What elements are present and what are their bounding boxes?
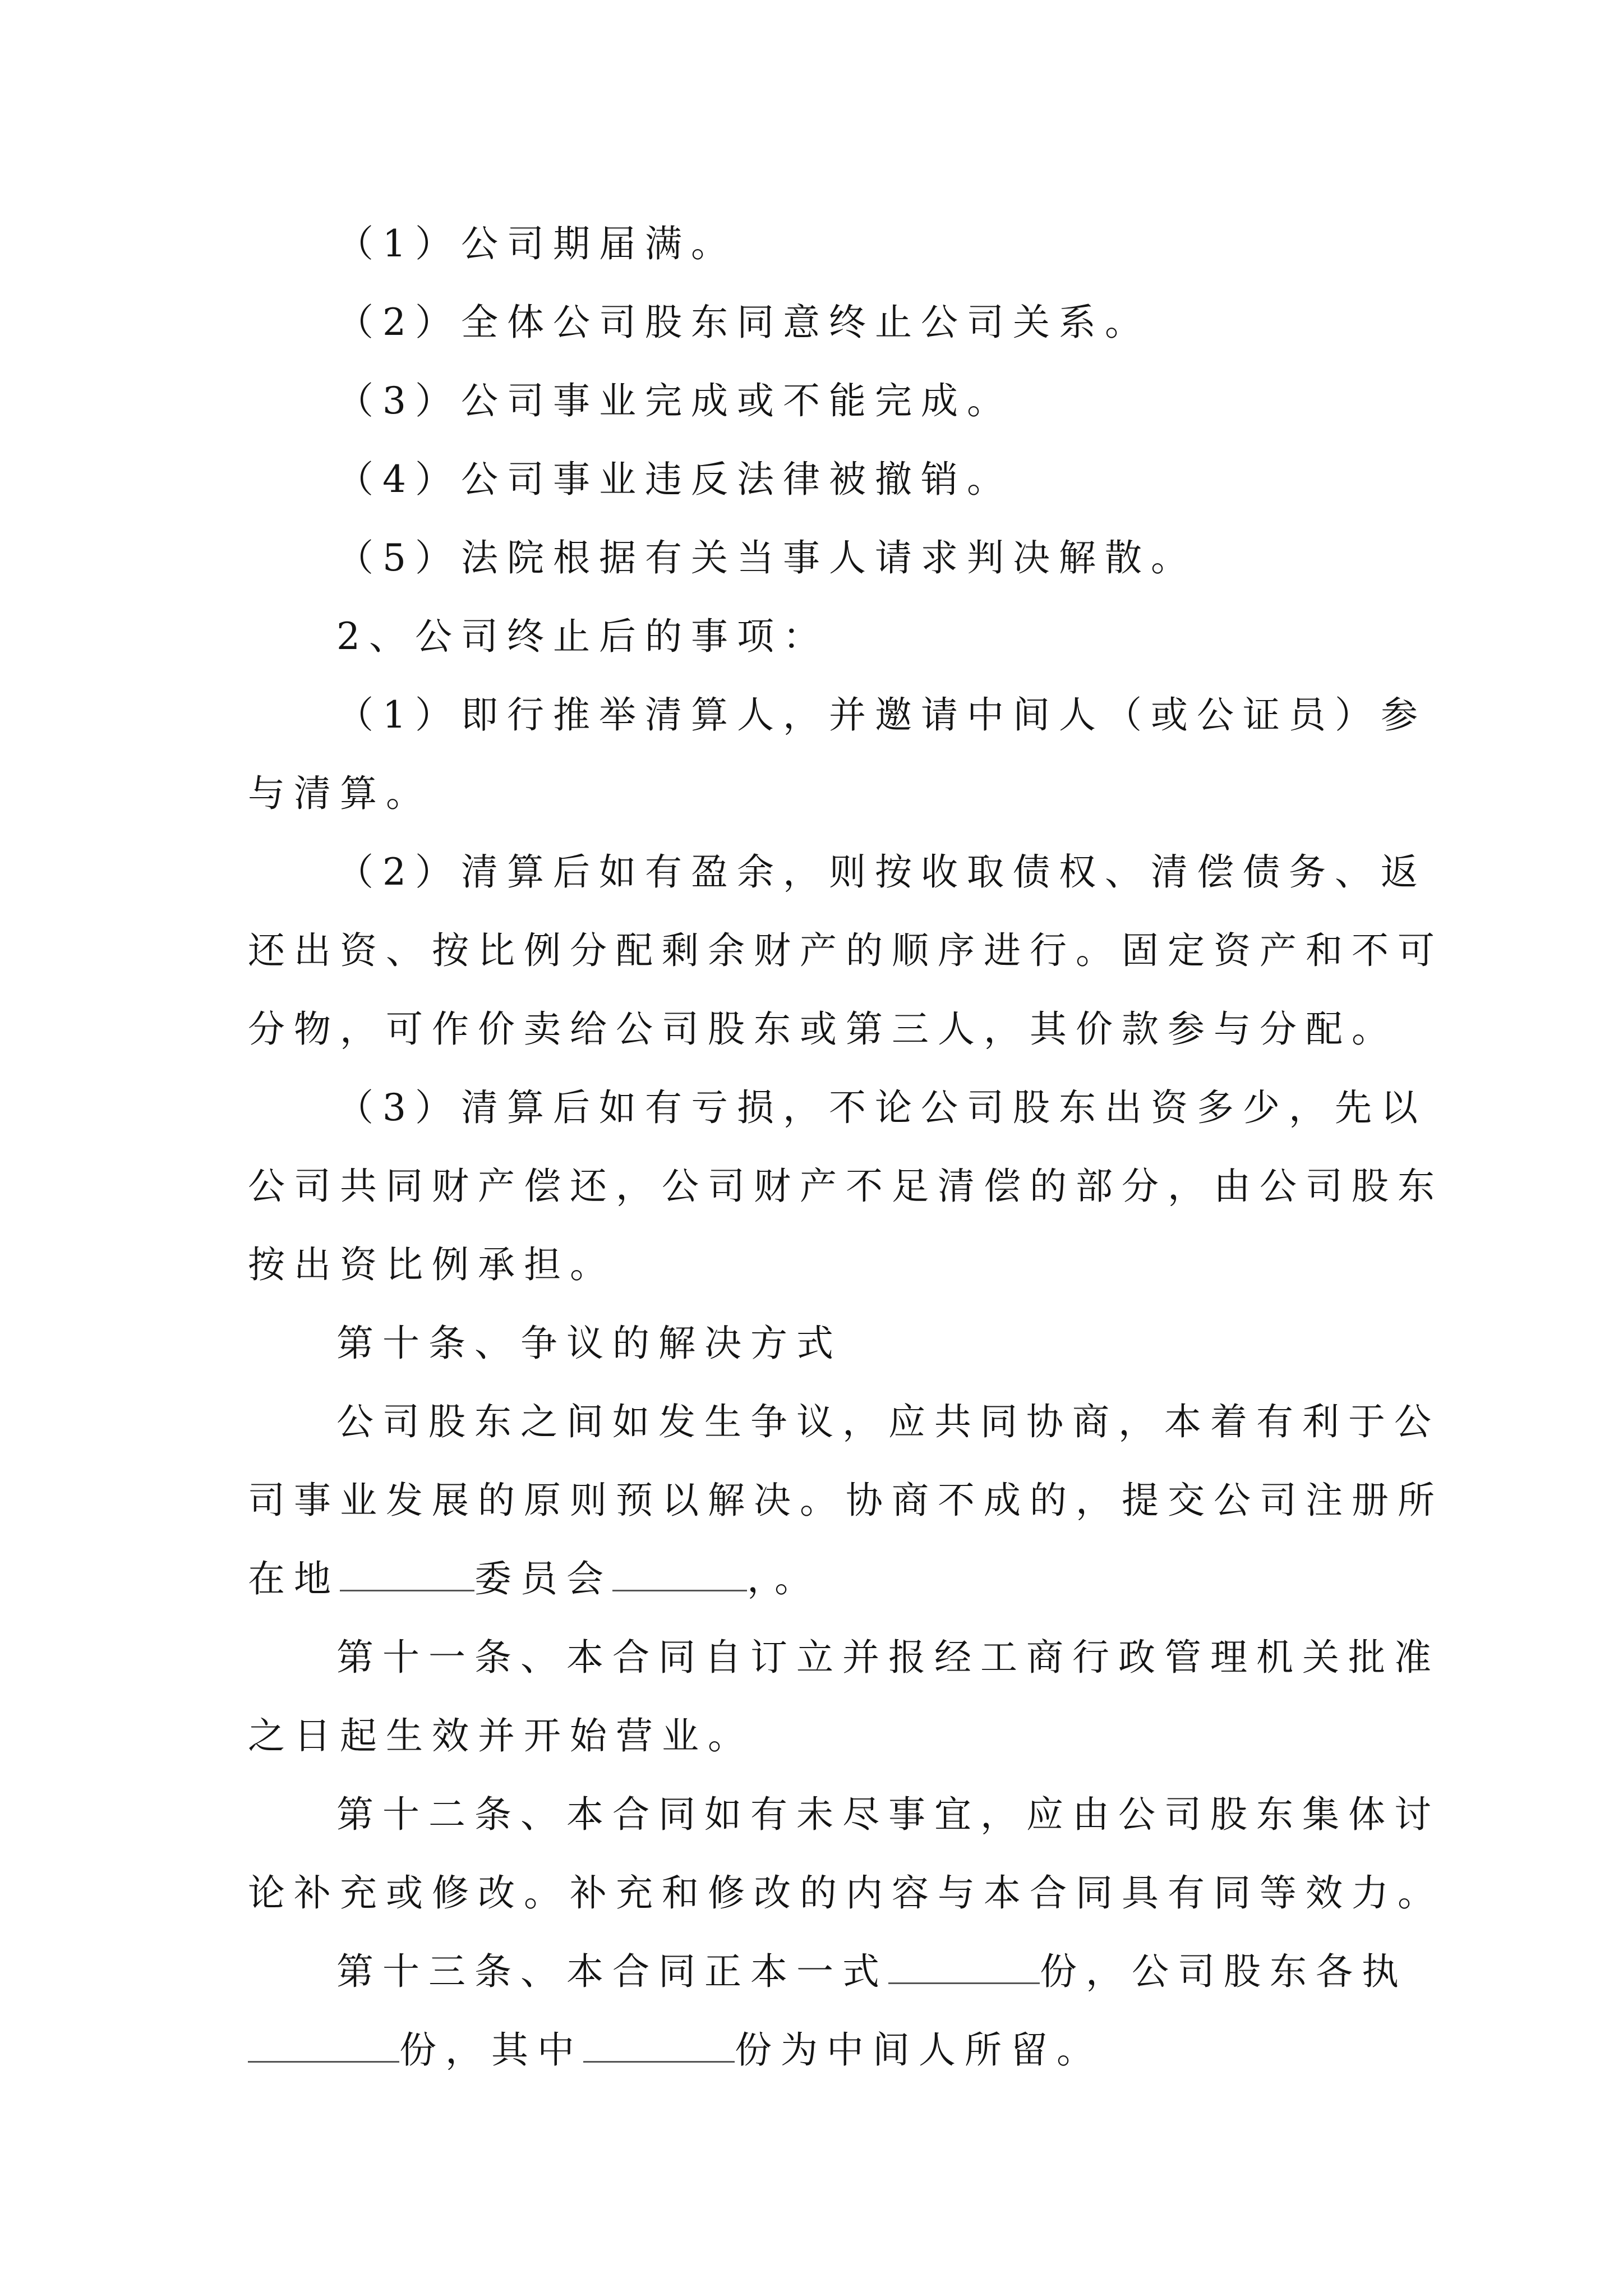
- text-segment: 第十三条、本合同正本一式: [336, 1950, 888, 1993]
- text-segment: 份，公司股东各执: [1040, 1950, 1408, 1993]
- text-line: 论补充或修改。补充和修改的内容与本合同具有同等效力。: [248, 1871, 1444, 1915]
- fill-in-blank: [583, 2027, 735, 2063]
- text-segment: 委员会: [474, 1557, 612, 1600]
- text-line: 司事业发展的原则预以解决。协商不成的，提交公司注册所: [248, 1479, 1444, 1522]
- text-line: （1）即行推举清算人，并邀请中间人（或公证员）参: [336, 693, 1427, 737]
- text-line: （3）公司事业完成或不能完成。: [336, 379, 1013, 422]
- fill-in-blank: [248, 2027, 399, 2063]
- fill-in-blank: [888, 1949, 1040, 1984]
- text-segment: 在地: [248, 1557, 340, 1600]
- text-line: （2）全体公司股东同意终止公司关系。: [336, 301, 1151, 344]
- text-line: （1）公司期届满。: [336, 222, 737, 265]
- fill-in-blank: [340, 1556, 474, 1591]
- text-line: [248, 2025, 1103, 2076]
- article-heading: 第十条、争议的解决方式: [336, 1322, 842, 1365]
- text-line: [248, 1554, 820, 1604]
- text-line: 分物，可作价卖给公司股东或第三人，其价款参与分配。: [248, 1007, 1398, 1051]
- text-line: 与清算。: [248, 772, 432, 815]
- section-heading: 2、公司终止后的事项：: [336, 615, 829, 658]
- text-segment: ，。: [747, 1557, 820, 1600]
- text-line: 之日起生效并开始营业。: [248, 1714, 754, 1757]
- fill-in-blank: [612, 1556, 747, 1591]
- text-line: 第十二条、本合同如有未尽事宜，应由公司股东集体讨: [336, 1793, 1440, 1836]
- text-line: 还出资、按比例分配剩余财产的顺序进行。固定资产和不可: [248, 929, 1444, 972]
- text-line: 公司共同财产偿还，公司财产不足清偿的部分，由公司股东: [248, 1165, 1444, 1208]
- text-segment: 份，其中: [399, 2028, 583, 2072]
- text-line: （2）清算后如有盈余，则按收取债权、清偿债务、返: [336, 850, 1427, 894]
- text-line: [336, 1947, 1408, 1997]
- text-line: （3）清算后如有亏损，不论公司股东出资多少，先以: [336, 1086, 1427, 1129]
- text-line: （4）公司事业违反法律被撤销。: [336, 458, 1013, 501]
- text-line: 公司股东之间如发生争议，应共同协商，本着有利于公: [336, 1400, 1440, 1443]
- text-line: 按出资比例承担。: [248, 1243, 616, 1286]
- text-line: 第十一条、本合同自订立并报经工商行政管理机关批准: [336, 1636, 1440, 1679]
- text-segment: 份为中间人所留。: [735, 2028, 1103, 2072]
- text-line: （5）法院根据有关当事人请求判决解散。: [336, 536, 1197, 579]
